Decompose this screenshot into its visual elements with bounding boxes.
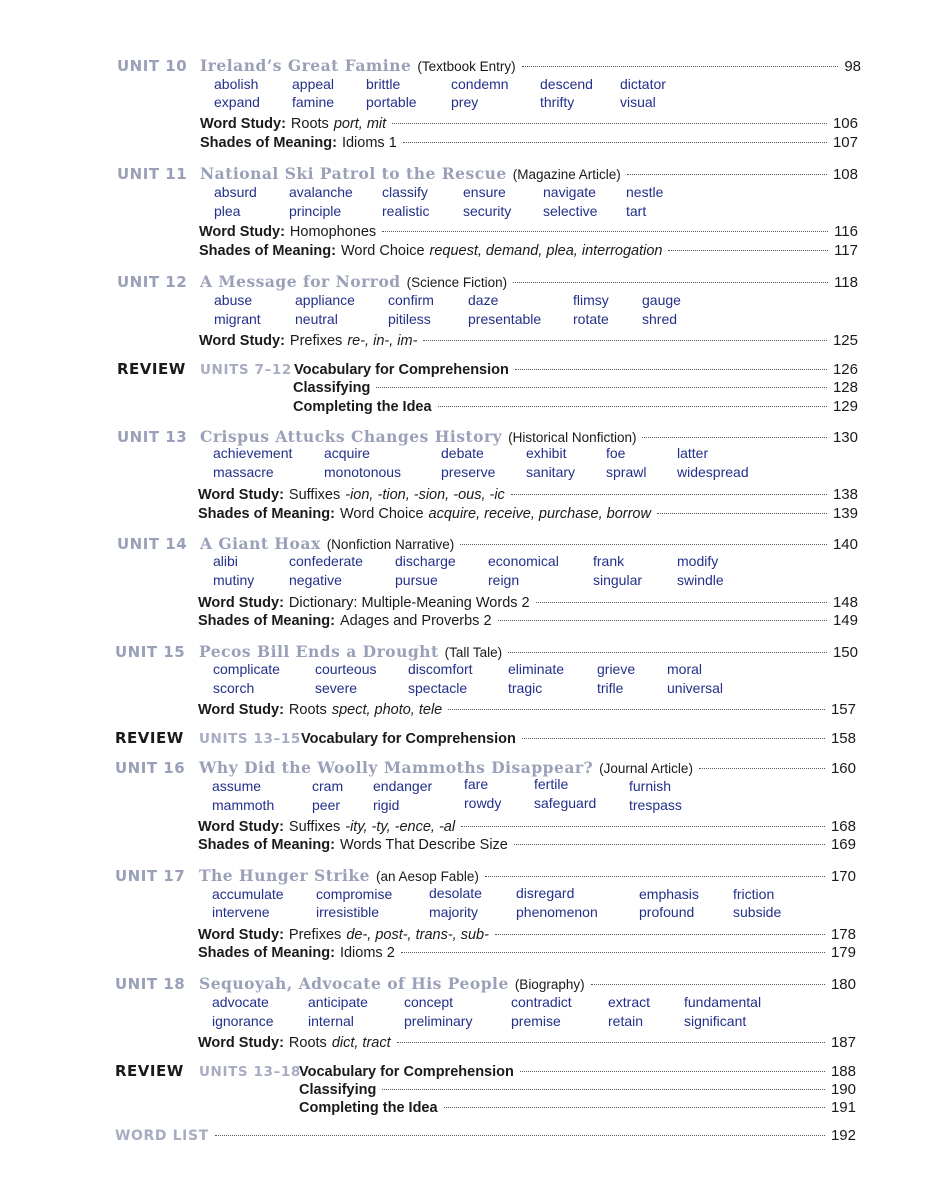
vocab-word: pitiless	[388, 311, 431, 327]
unit-title: A Giant Hoax	[200, 534, 321, 553]
vocab-word: ignorance	[212, 1013, 274, 1029]
page-number: 188	[830, 1063, 856, 1080]
review-3-item	[299, 1099, 856, 1116]
vocab-word: courteous	[315, 661, 377, 677]
word-study-row	[198, 486, 858, 503]
page-number: 125	[832, 332, 858, 349]
sub-title: Shades of Meaning:	[199, 243, 336, 259]
unit-label: UNIT 10	[117, 57, 188, 75]
word-study-row	[198, 701, 856, 718]
leader-dots	[495, 934, 825, 935]
vocab-word: acquire	[324, 445, 370, 461]
review-1-heading	[117, 360, 858, 378]
vocab-word: pursue	[395, 572, 438, 588]
unit-label: UNIT 18	[115, 975, 186, 993]
leader-dots	[392, 123, 827, 124]
vocab-word: brittle	[366, 76, 401, 92]
unit-title: National Ski Patrol to the Rescue	[200, 164, 507, 183]
vocab-word: selective	[543, 203, 598, 219]
vocab-word: nestle	[626, 184, 664, 200]
vocab-word: principle	[289, 203, 342, 219]
review-1-item	[293, 398, 858, 415]
vocab-word: swindle	[677, 572, 724, 588]
page-number: 192	[830, 1127, 856, 1144]
vocab-word: absurd	[214, 184, 257, 200]
vocab-word: severe	[315, 680, 358, 696]
leader-dots	[515, 369, 827, 370]
leader-dots	[498, 620, 827, 621]
page-number: 106	[832, 115, 858, 132]
unit-label: UNIT 12	[117, 273, 188, 291]
review-item-title: Completing the Idea	[293, 399, 432, 415]
shades-of-meaning-row	[200, 134, 858, 151]
vocab-word: anticipate	[308, 994, 368, 1010]
vocab-word: thrifty	[540, 94, 575, 110]
sub-text: Idioms 2	[339, 945, 395, 961]
vocab-word: reign	[488, 572, 520, 588]
vocab-word: rowdy	[464, 795, 502, 811]
unit-18-heading	[115, 974, 856, 993]
vocab-word: navigate	[543, 184, 596, 200]
leader-dots	[397, 1042, 825, 1043]
vocab-word: sprawl	[606, 464, 647, 480]
vocab-word: latter	[677, 445, 709, 461]
vocab-word: foe	[606, 445, 626, 461]
sub-title: Word Study:	[199, 224, 285, 240]
page-number: 150	[832, 644, 858, 661]
vocab-word: rigid	[373, 797, 400, 813]
vocab-word: scorch	[213, 680, 255, 696]
vocab-word: internal	[308, 1013, 354, 1029]
unit-13-heading	[117, 427, 858, 446]
page-number: 98	[844, 58, 861, 75]
vocab-word: realistic	[382, 203, 430, 219]
sub-italic: -ion, -tion, -sion, -ous, -ic	[345, 487, 505, 503]
sub-text: Roots	[290, 116, 329, 132]
vocab-word: flimsy	[573, 292, 609, 308]
vocab-word: desolate	[429, 885, 482, 901]
sub-text: Idioms 1	[341, 135, 397, 151]
vocab-word: trifle	[597, 680, 624, 696]
sub-italic: -ity, -ty, -ence, -al	[345, 819, 456, 835]
shades-of-meaning-row	[198, 505, 858, 522]
vocab-word: fundamental	[684, 994, 762, 1010]
page-number: 117	[834, 242, 858, 259]
review-item-title: Classifying	[293, 380, 371, 396]
sub-title: Word Study:	[198, 595, 284, 611]
vocab-word: phenomenon	[516, 904, 598, 920]
review-item-title: Completing the Idea	[299, 1100, 438, 1116]
vocab-word: cram	[312, 778, 344, 794]
vocab-word: fertile	[534, 776, 569, 792]
review-2-heading	[115, 729, 856, 747]
vocab-word: complicate	[213, 661, 280, 677]
word-study-row	[198, 926, 856, 943]
review-3-item	[299, 1081, 856, 1098]
word-study-row	[198, 818, 856, 835]
vocab-word: moral	[667, 661, 703, 677]
sub-text: Adages and Proverbs 2	[339, 613, 492, 629]
unit-genre: (Textbook Entry)	[417, 59, 516, 74]
unit-title: Pecos Bill Ends a Drought	[199, 642, 439, 661]
unit-title: Ireland’s Great Famine	[200, 56, 412, 75]
word-list-label: WORD LIST	[115, 1128, 209, 1144]
vocab-word: irresistible	[316, 904, 380, 920]
review-item-title: Vocabulary for Comprehension	[299, 1064, 514, 1080]
page-number: 160	[830, 760, 856, 777]
sub-title: Word Study:	[198, 927, 284, 943]
sub-text: Word Choice	[339, 506, 424, 522]
page-number: 178	[830, 926, 856, 943]
unit-17-heading	[115, 866, 856, 885]
leader-dots	[514, 844, 825, 845]
leader-dots	[536, 602, 827, 603]
vocab-word: contradict	[511, 994, 572, 1010]
vocab-word: modify	[677, 553, 719, 569]
vocab-word: prey	[451, 94, 479, 110]
vocab-word: discharge	[395, 553, 456, 569]
leader-dots	[215, 1135, 825, 1136]
vocab-word: singular	[593, 572, 643, 588]
page-number: 126	[832, 361, 858, 378]
sub-title: Word Study:	[198, 819, 284, 835]
vocab-word: friction	[733, 886, 775, 902]
sub-title: Shades of Meaning:	[198, 613, 335, 629]
vocab-word: fare	[464, 776, 489, 792]
page-number: 168	[830, 818, 856, 835]
sub-italic: port, mit	[333, 116, 387, 132]
sub-text: Word Choice	[340, 243, 425, 259]
word-study-row	[198, 594, 858, 611]
word-study-row	[198, 1034, 856, 1051]
vocab-word: avalanche	[289, 184, 353, 200]
vocab-word: emphasis	[639, 886, 699, 902]
vocab-word: extract	[608, 994, 651, 1010]
sub-italic: dict, tract	[331, 1035, 391, 1051]
vocab-word: universal	[667, 680, 724, 696]
review-item-title: Classifying	[299, 1082, 377, 1098]
sub-title: Shades of Meaning:	[198, 837, 335, 853]
sub-text: Homophones	[289, 224, 377, 240]
unit-12-heading	[117, 272, 858, 291]
sub-italic: request, demand, plea, interrogation	[429, 243, 663, 259]
vocab-word: shred	[642, 311, 678, 327]
vocab-word: retain	[608, 1013, 644, 1029]
unit-title: Why Did the Woolly Mammoths Disappear?	[199, 758, 594, 777]
vocab-word: ensure	[463, 184, 506, 200]
unit-label: UNIT 11	[117, 165, 188, 183]
vocab-word: achievement	[213, 445, 293, 461]
sub-text: Dictionary: Multiple-Meaning Words 2	[288, 595, 530, 611]
word-list-row	[115, 1127, 856, 1144]
vocab-word: tragic	[508, 680, 543, 696]
page-number: 179	[830, 944, 856, 961]
unit-label: UNIT 15	[115, 643, 186, 661]
leader-dots	[657, 513, 827, 514]
unit-genre: (Journal Article)	[599, 761, 693, 776]
vocab-word: advocate	[212, 994, 269, 1010]
unit-label: UNIT 14	[117, 535, 188, 553]
leader-dots	[461, 826, 825, 827]
vocab-word: massacre	[213, 464, 274, 480]
vocab-word: peer	[312, 797, 341, 813]
unit-genre: (Biography)	[514, 977, 585, 992]
vocab-word: security	[463, 203, 512, 219]
sub-italic: acquire, receive, purchase, borrow	[428, 506, 651, 522]
unit-10-heading	[117, 56, 861, 75]
leader-dots	[444, 1107, 825, 1108]
vocab-word: sanitary	[526, 464, 576, 480]
page-number: 148	[832, 594, 858, 611]
shades-of-meaning-row	[199, 242, 858, 259]
leader-dots	[376, 387, 827, 388]
unit-title: The Hunger Strike	[199, 866, 371, 885]
vocab-word: confirm	[388, 292, 434, 308]
page-number: 157	[830, 701, 856, 718]
vocab-word: trespass	[629, 797, 682, 813]
word-study-row	[199, 223, 858, 240]
vocab-word: frank	[593, 553, 625, 569]
vocab-word: mammoth	[212, 797, 275, 813]
vocab-word: negative	[289, 572, 342, 588]
leader-dots	[382, 1089, 825, 1090]
vocab-word: classify	[382, 184, 428, 200]
vocab-word: abuse	[214, 292, 253, 308]
leader-dots	[513, 282, 828, 283]
leader-dots	[522, 738, 825, 739]
review-item-title: Vocabulary for Comprehension	[301, 731, 516, 747]
vocab-word: intervene	[212, 904, 270, 920]
sub-text: Roots	[288, 1035, 327, 1051]
sub-title: Word Study:	[199, 333, 285, 349]
vocab-word: furnish	[629, 778, 672, 794]
vocab-word: majority	[429, 904, 479, 920]
leader-dots	[522, 66, 839, 67]
vocab-word: spectacle	[408, 680, 468, 696]
shades-of-meaning-row	[198, 612, 858, 629]
leader-dots	[423, 340, 827, 341]
review-range: UNITS 13–15	[199, 731, 301, 747]
vocab-word: exhibit	[526, 445, 567, 461]
vocab-word: plea	[214, 203, 241, 219]
leader-dots	[508, 652, 827, 653]
page-number: 191	[830, 1099, 856, 1116]
leader-dots	[438, 406, 827, 407]
vocab-word: safeguard	[534, 795, 597, 811]
vocab-word: appeal	[292, 76, 335, 92]
review-label: REVIEW	[115, 1062, 184, 1080]
unit-genre: (Magazine Article)	[512, 167, 621, 182]
sub-title: Shades of Meaning:	[198, 506, 335, 522]
unit-title: A Message for Norrod	[200, 272, 401, 291]
sub-title: Word Study:	[200, 116, 286, 132]
unit-label: UNIT 17	[115, 867, 186, 885]
vocab-word: presentable	[468, 311, 542, 327]
unit-label: UNIT 16	[115, 759, 186, 777]
sub-text: Suffixes	[288, 819, 341, 835]
leader-dots	[382, 231, 828, 232]
leader-dots	[668, 250, 828, 251]
vocab-word: accumulate	[212, 886, 284, 902]
vocab-word: daze	[468, 292, 499, 308]
unit-11-heading	[117, 164, 858, 183]
page-number: 158	[830, 730, 856, 747]
vocab-word: grieve	[597, 661, 636, 677]
sub-text: Roots	[288, 702, 327, 718]
unit-16-heading	[115, 758, 856, 777]
unit-genre: (an Aesop Fable)	[376, 869, 479, 884]
vocab-word: visual	[620, 94, 656, 110]
page-number: 149	[832, 612, 858, 629]
leader-dots	[448, 709, 825, 710]
unit-genre: (Nonfiction Narrative)	[326, 537, 455, 552]
leader-dots	[403, 142, 827, 143]
page-number: 187	[830, 1034, 856, 1051]
page-number: 170	[830, 868, 856, 885]
vocab-word: rotate	[573, 311, 609, 327]
unit-title: Sequoyah, Advocate of His People	[199, 974, 509, 993]
vocab-word: confederate	[289, 553, 363, 569]
page-number: 130	[832, 429, 858, 446]
review-label: REVIEW	[115, 729, 184, 747]
vocab-word: famine	[292, 94, 335, 110]
review-item-title: Vocabulary for Comprehension	[294, 362, 509, 378]
vocab-word: alibi	[213, 553, 238, 569]
vocab-word: monotonous	[324, 464, 402, 480]
leader-dots	[591, 984, 825, 985]
sub-text: Prefixes	[288, 927, 342, 943]
vocab-word: migrant	[214, 311, 261, 327]
word-study-row	[200, 115, 858, 132]
page-number: 128	[832, 379, 858, 396]
sub-italic: de-, post-, trans-, sub-	[346, 927, 489, 943]
vocab-word: compromise	[316, 886, 393, 902]
vocab-word: disregard	[516, 885, 575, 901]
sub-text: Words That Describe Size	[339, 837, 508, 853]
leader-dots	[699, 768, 825, 769]
review-range: UNITS 13–18	[199, 1064, 301, 1080]
unit-label: UNIT 13	[117, 428, 188, 446]
page-number: 116	[834, 223, 858, 240]
vocab-word: gauge	[642, 292, 681, 308]
review-range: UNITS 7–12	[200, 362, 292, 378]
unit-genre: (Tall Tale)	[444, 645, 503, 660]
sub-title: Word Study:	[198, 1035, 284, 1051]
vocab-word: condemn	[451, 76, 509, 92]
vocab-word: appliance	[295, 292, 355, 308]
review-3-heading	[115, 1062, 856, 1080]
leader-dots	[520, 1071, 825, 1072]
unit-title: Crispus Attucks Changes History	[200, 427, 503, 446]
sub-text: Prefixes	[289, 333, 343, 349]
review-label: REVIEW	[117, 360, 186, 378]
unit-14-heading	[117, 534, 858, 553]
sub-italic: spect, photo, tele	[331, 702, 443, 718]
vocab-word: abolish	[214, 76, 259, 92]
sub-title: Word Study:	[198, 702, 284, 718]
vocab-word: expand	[214, 94, 260, 110]
page-number: 190	[830, 1081, 856, 1098]
vocab-word: profound	[639, 904, 695, 920]
vocab-word: widespread	[677, 464, 749, 480]
vocab-word: portable	[366, 94, 417, 110]
vocab-word: preserve	[441, 464, 496, 480]
vocab-word: mutiny	[213, 572, 255, 588]
sub-title: Shades of Meaning:	[198, 945, 335, 961]
page-number: 108	[832, 166, 858, 183]
unit-genre: (Science Fiction)	[406, 275, 508, 290]
vocab-word: debate	[441, 445, 484, 461]
leader-dots	[485, 876, 825, 877]
page-number: 129	[832, 398, 858, 415]
leader-dots	[511, 494, 827, 495]
vocab-word: discomfort	[408, 661, 473, 677]
vocab-word: concept	[404, 994, 454, 1010]
leader-dots	[401, 952, 825, 953]
vocab-word: neutral	[295, 311, 338, 327]
vocab-word: dictator	[620, 76, 666, 92]
page-number: 118	[834, 274, 858, 291]
page-number: 180	[830, 976, 856, 993]
leader-dots	[627, 174, 827, 175]
vocab-word: assume	[212, 778, 262, 794]
word-study-row	[199, 332, 858, 349]
sub-text: Suffixes	[288, 487, 341, 503]
sub-title: Shades of Meaning:	[200, 135, 337, 151]
sub-italic: re-, in-, im-	[347, 333, 418, 349]
vocab-word: preliminary	[404, 1013, 473, 1029]
vocab-word: economical	[488, 553, 559, 569]
page-number: 138	[832, 486, 858, 503]
vocab-word: premise	[511, 1013, 561, 1029]
leader-dots	[460, 544, 827, 545]
page-number: 169	[830, 836, 856, 853]
shades-of-meaning-row	[198, 836, 856, 853]
vocab-word: descend	[540, 76, 593, 92]
vocab-word: eliminate	[508, 661, 565, 677]
unit-genre: (Historical Nonfiction)	[508, 430, 637, 445]
vocab-word: significant	[684, 1013, 747, 1029]
page-number: 140	[832, 536, 858, 553]
page-number: 139	[832, 505, 858, 522]
vocab-word: subside	[733, 904, 782, 920]
page-number: 107	[832, 134, 858, 151]
vocab-word: tart	[626, 203, 647, 219]
leader-dots	[642, 437, 827, 438]
sub-title: Word Study:	[198, 487, 284, 503]
unit-15-heading	[115, 642, 858, 661]
review-1-item	[293, 379, 858, 396]
vocab-word: endanger	[373, 778, 433, 794]
shades-of-meaning-row	[198, 944, 856, 961]
